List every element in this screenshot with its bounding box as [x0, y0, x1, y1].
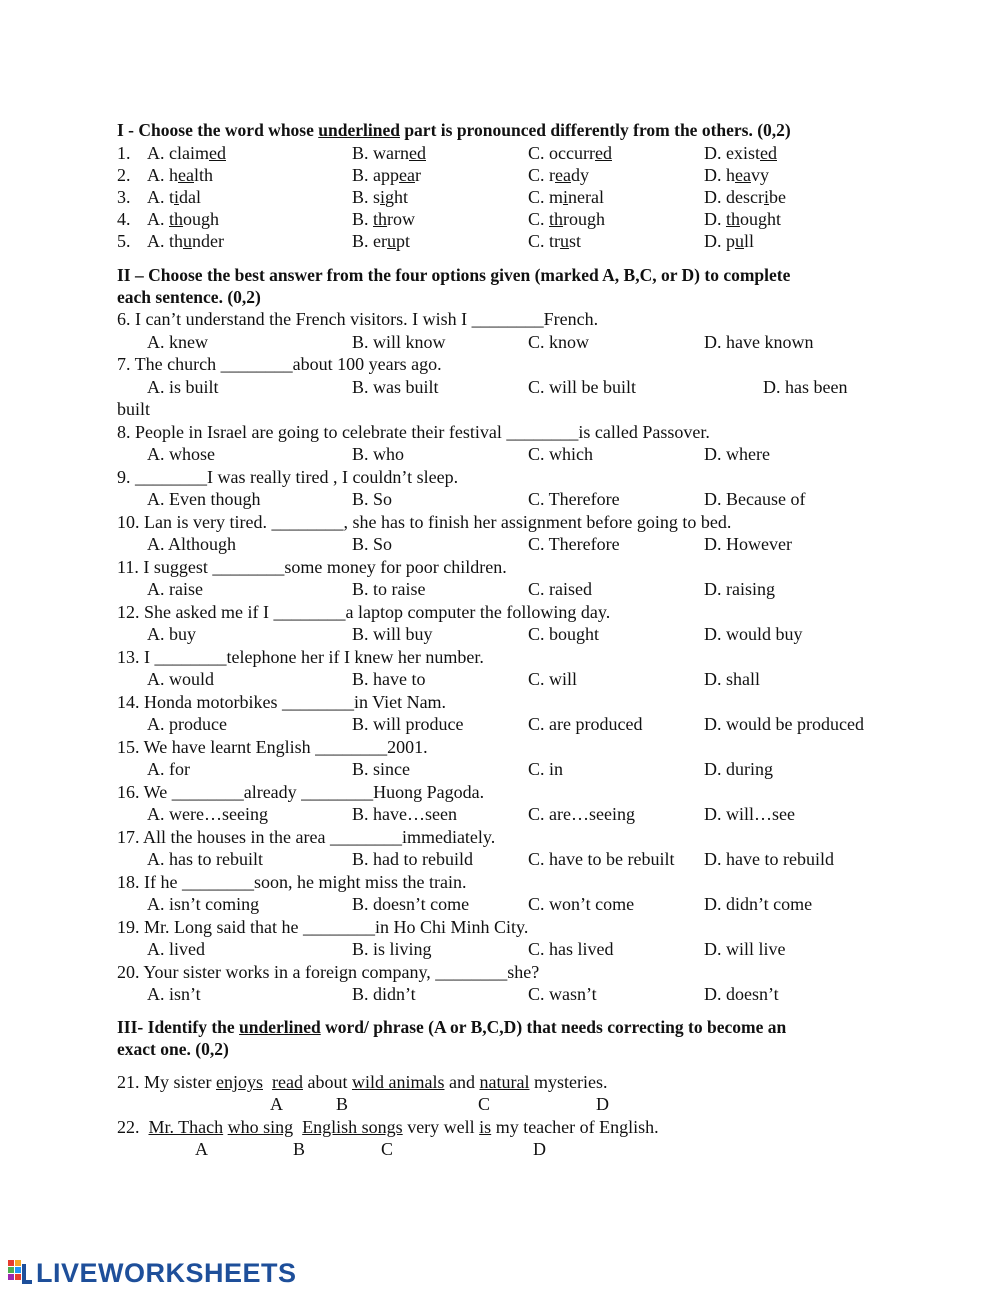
section1-title: I - Choose the word whose underlined part is pronounced differently from the others. (0,2) — [117, 120, 791, 140]
liveworksheets-brand: LIVEWORKSHEETS — [36, 1257, 297, 1288]
label-b: B — [336, 1094, 349, 1114]
option-c: C. trust — [528, 231, 582, 251]
question-text: 11. I suggest ________some money for poor children. — [117, 557, 507, 577]
part-d: is — [479, 1117, 492, 1137]
question-text: 9. ________I was really tired , I couldn’t sleep. — [117, 467, 459, 487]
option-b: B. sight — [352, 187, 409, 207]
option-d: D. However — [704, 534, 792, 554]
option-c: C. has lived — [528, 939, 614, 959]
option-c: C. have to be rebuilt — [528, 849, 675, 869]
option-a: A. Although — [147, 534, 237, 554]
option-a: A. tidal — [147, 187, 202, 207]
part-b: read — [272, 1072, 303, 1092]
liveworksheets-logo[interactable] — [8, 1258, 297, 1288]
option-d: D. didn’t come — [704, 894, 813, 914]
option-d: D. have to rebuild — [704, 849, 834, 869]
option-a: A. for — [147, 759, 190, 779]
section2-title-line2: each sentence. (0,2) — [117, 287, 261, 307]
option-c: C. Therefore — [528, 489, 620, 509]
question-text: 13. I ________telephone her if I knew her number. — [117, 647, 484, 667]
question-text: 17. All the houses in the area ________immediately. — [117, 827, 496, 847]
option-a: A. whose — [147, 444, 215, 464]
question-text: 12. She asked me if I ________a laptop computer the following day. — [117, 602, 611, 622]
option-b: B. didn’t — [352, 984, 416, 1004]
part-c: English songs — [302, 1117, 403, 1137]
liveworksheets-logo-icon — [8, 1260, 32, 1286]
option-d: D. Because of — [704, 489, 806, 509]
option-a: A. isn’t — [147, 984, 201, 1004]
option-a: A. has to rebuilt — [147, 849, 263, 869]
option-a: A. though — [147, 209, 220, 229]
option-d: D. would be produced — [704, 714, 864, 734]
question-text: 7. The church ________about 100 years ago. — [117, 354, 442, 374]
option-d: D. has been — [763, 377, 848, 397]
option-b: B. since — [352, 759, 410, 779]
option-d: D. where — [704, 444, 770, 464]
option-d: D. would buy — [704, 624, 803, 644]
option-b: B. is living — [352, 939, 432, 959]
option-a: A. health — [147, 165, 213, 185]
part-d: natural — [479, 1072, 530, 1092]
option-c: C. know — [528, 332, 590, 352]
part-c: wild animals — [351, 1072, 445, 1092]
option-b: B. erupt — [352, 231, 411, 251]
label-a: A — [270, 1094, 283, 1114]
option-a: A. thunder — [147, 231, 224, 251]
option-c: C. in — [528, 759, 564, 779]
option-b: B. have to — [352, 669, 426, 689]
option-b: B. will produce — [352, 714, 464, 734]
option-d: D. existed — [704, 143, 777, 163]
question-21: 21. My sister enjoys read about wild animals and natural mysteries. — [117, 1072, 608, 1092]
option-b: B. will know — [352, 332, 446, 352]
question-number: 1. — [117, 143, 131, 163]
option-d: D. will live — [704, 939, 786, 959]
option-c: C. Therefore — [528, 534, 620, 554]
question-number: 2. — [117, 165, 131, 185]
question-text: 19. Mr. Long said that he ________in Ho Chi Minh City. — [117, 917, 529, 937]
option-a: A. Even though — [147, 489, 261, 509]
question-number: 3. — [117, 187, 131, 207]
option-d: D. have known — [704, 332, 814, 352]
option-b: B. have…seen — [352, 804, 457, 824]
option-c: C. bought — [528, 624, 600, 644]
question-number: 4. — [117, 209, 131, 229]
question-number: 5. — [117, 231, 131, 251]
option-a: A. knew — [147, 332, 208, 352]
option-b: B. to raise — [352, 579, 426, 599]
option-d: D. pull — [704, 231, 755, 251]
option-a: A. lived — [147, 939, 205, 959]
question-text: 20. Your sister works in a foreign company, ________she? — [117, 962, 540, 982]
option-d: D. describe — [704, 187, 786, 207]
option-c: C. occurred — [528, 143, 612, 163]
option-d: D. will…see — [704, 804, 795, 824]
part-a: enjoys — [216, 1072, 263, 1092]
option-c: C. which — [528, 444, 593, 464]
label-d: D — [596, 1094, 609, 1114]
section2-title-line1: II – Choose the best answer from the four options given (marked A, B,C, or D) to complete — [117, 265, 791, 285]
question-22: 22. Mr. Thach who sing English songs very well is my teacher of English. — [117, 1117, 659, 1137]
option-a: A. were…seeing — [147, 804, 268, 824]
option-a: A. buy — [147, 624, 196, 644]
option-d: D. during — [704, 759, 773, 779]
option-a: A. isn’t coming — [147, 894, 260, 914]
option-b: B. throw — [352, 209, 416, 229]
label-c: C — [381, 1139, 394, 1159]
option-c: C. will be built — [528, 377, 636, 397]
option-d: D. doesn’t — [704, 984, 779, 1004]
label-c: C — [478, 1094, 491, 1114]
question-text: 14. Honda motorbikes ________in Viet Nam. — [117, 692, 447, 712]
question-text: 8. People in Israel are going to celebrate their festival ________is called Passover. — [117, 422, 710, 442]
option-b: B. doesn’t come — [352, 894, 470, 914]
option-c: C. are…seeing — [528, 804, 635, 824]
question-text: 18. If he ________soon, he might miss the train. — [117, 872, 467, 892]
option-d: D. shall — [704, 669, 760, 689]
part-a: Mr. Thach — [148, 1117, 224, 1137]
option-d: D. thought — [704, 209, 782, 229]
option-c: C. are produced — [528, 714, 643, 734]
option-a: A. would — [147, 669, 214, 689]
option-b: B. appear — [352, 165, 421, 185]
option-c: C. mineral — [528, 187, 605, 207]
option-d: D. heavy — [704, 165, 769, 185]
option-c: C. ready — [528, 165, 589, 185]
option-b: B. who — [352, 444, 405, 464]
option-d-wrap: built — [117, 399, 151, 419]
option-b: B. So — [352, 534, 393, 554]
option-c: C. wasn’t — [528, 984, 597, 1004]
option-b: B. So — [352, 489, 393, 509]
question-text: 16. We ________already ________Huong Pagoda. — [117, 782, 485, 802]
option-c: C. raised — [528, 579, 592, 599]
question-text: 6. I can’t understand the French visitors. I wish I ________French. — [117, 309, 599, 329]
question-text: 15. We have learnt English ________2001. — [117, 737, 428, 757]
section3-title-line1: III- Identify the underlined word/ phrase (A or B,C,D) that needs correcting to become an — [117, 1017, 787, 1037]
label-a: A — [195, 1139, 208, 1159]
part-b: who sing — [227, 1117, 294, 1137]
option-c: C. will — [528, 669, 578, 689]
option-c: C. through — [528, 209, 606, 229]
section3-title-line2: exact one. (0,2) — [117, 1039, 229, 1059]
option-a: A. raise — [147, 579, 203, 599]
label-d: D — [533, 1139, 546, 1159]
option-b: B. was built — [352, 377, 439, 397]
option-a: A. produce — [147, 714, 227, 734]
option-c: C. won’t come — [528, 894, 635, 914]
option-d: D. raising — [704, 579, 775, 599]
option-a: A. is built — [147, 377, 219, 397]
question-text: 10. Lan is very tired. ________, she has to finish her assignment before going to bed. — [117, 512, 732, 532]
option-b: B. warned — [352, 143, 426, 163]
option-a: A. claimed — [147, 143, 226, 163]
option-b: B. had to rebuild — [352, 849, 473, 869]
option-b: B. will buy — [352, 624, 433, 644]
label-b: B — [293, 1139, 306, 1159]
